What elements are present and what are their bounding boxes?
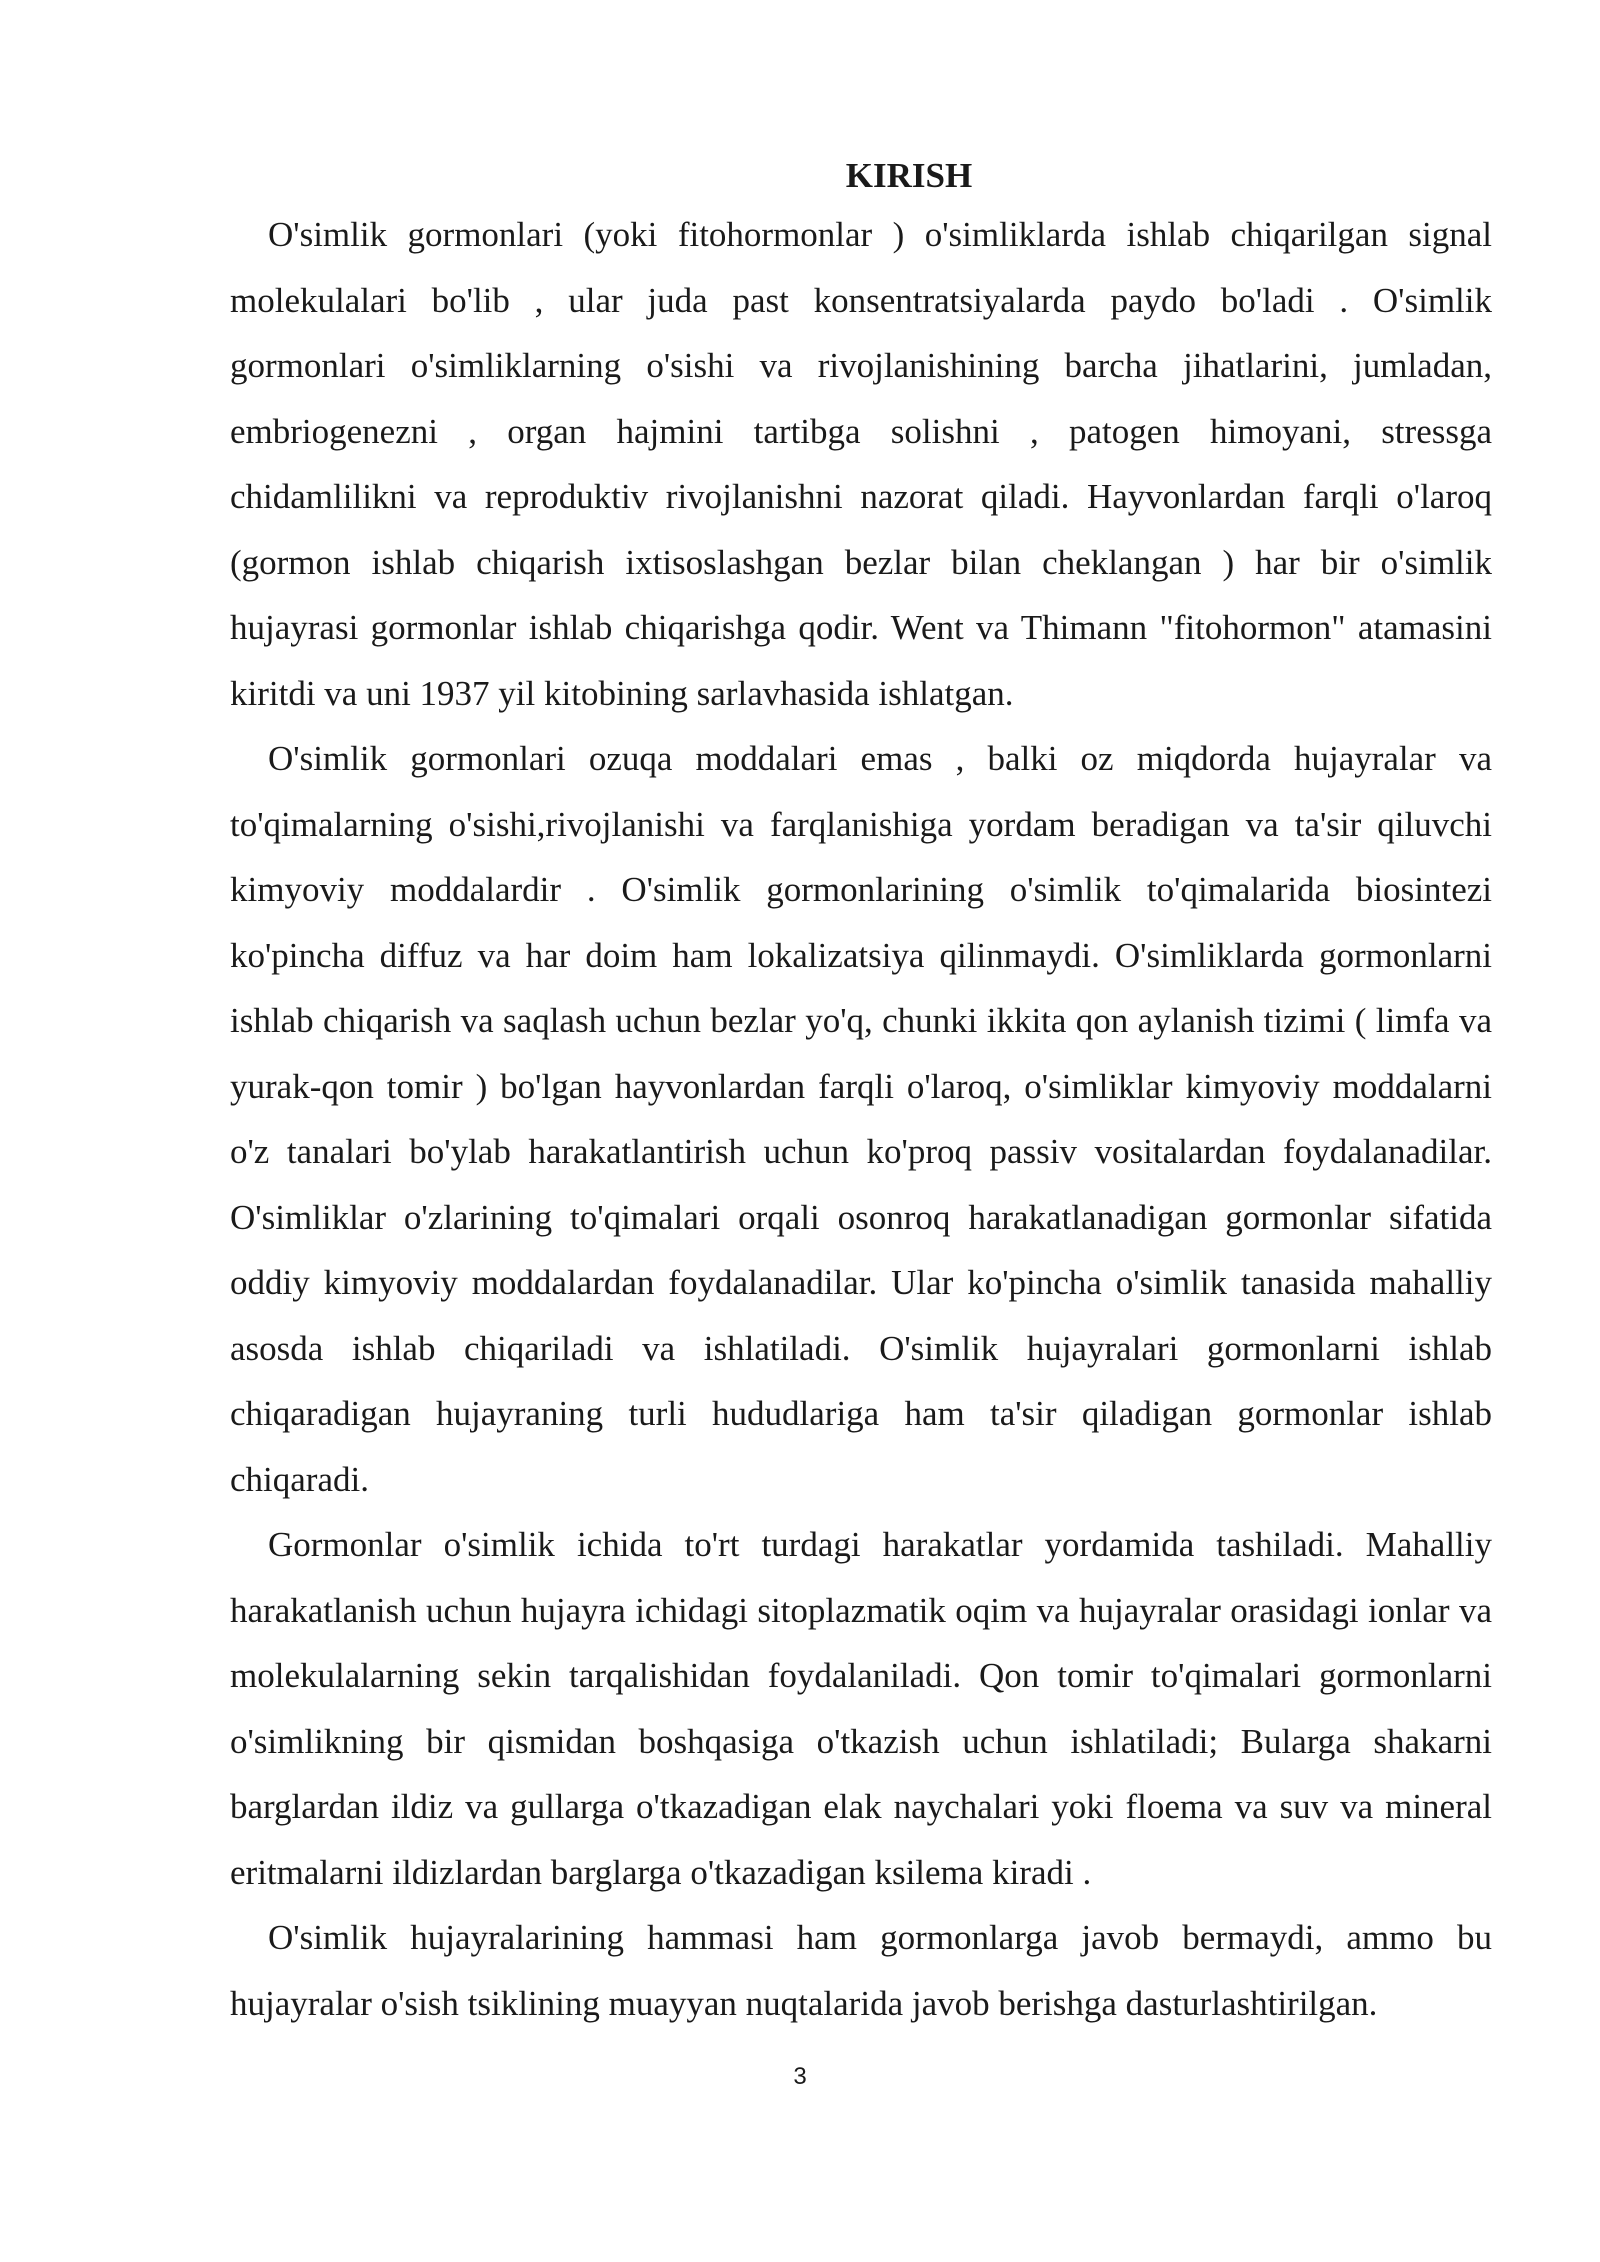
paragraph-4: O'simlik hujayralarining hammasi ham gormonlarga javob bermaydi, ammo bu hujayralar o'sish tsiklining muayyan nuqtalarida javob berishga dasturlashtirilgan. <box>230 1918 1492 2023</box>
section-heading: KIRISH <box>845 156 973 195</box>
page-number: 3 <box>793 2063 807 2090</box>
paragraph-1: O'simlik gormonlari (yoki fitohormonlar ) o'simliklarda ishlab chiqarilgan signal molekulalari bo'lib , ular juda past konsentratsiyalarda paydo bo'ladi . O'simlik gormonlari o'simliklarning o'sishi va rivojlanishining barcha jihatlarini, jumladan, embriogenezni , organ hajmini tartibga solishni , patogen himoyani, stressga chidamlilikni va reproduktiv rivojlanishni nazorat qiladi. Hayvonlardan farqli o'laroq (gormon ishlab chiqarish ixtisoslashgan bezlar bilan cheklangan ) har bir o'simlik hujayrasi gormonlar ishlab chiqarishga qodir. Went va Thimann "fitohormon" atamasini kiritdi va uni 1937 yil kitobining sarlavhasida ishlatgan. <box>230 215 1492 713</box>
paragraph-2: O'simlik gormonlari ozuqa moddalari emas , balki oz miqdorda hujayralar va to'qimalarning o'sishi,rivojlanishi va farqlanishiga yordam beradigan va ta'sir qiluvchi kimyoviy moddalardir . O'simlik gormonlarining o'simlik to'qimalarida biosintezi ko'pincha diffuz va har doim ham lokalizatsiya qilinmaydi. O'simliklarda gormonlarni ishlab chiqarish va saqlash uchun bezlar yo'q, chunki ikkita qon aylanish tizimi ( limfa va yurak-qon tomir ) bo'lgan hayvonlardan farqli o'laroq, o'simliklar kimyoviy moddalarni o'z tanalari bo'ylab harakatlantirish uchun ko'proq passiv vositalardan foydalanadilar. O'simliklar o'zlarining to'qimalari orqali osonroq harakatlanadigan gormonlar sifatida oddiy kimyoviy moddalardan foydalanadilar. Ular ko'pincha o'simlik tanasida mahalliy asosda ishlab chiqariladi va ishlatiladi. O'simlik hujayralari gormonlarni ishlab chiqaradigan hujayraning turli hududlariga ham ta'sir qiladigan gormonlar ishlab chiqaradi. <box>230 739 1492 1499</box>
paragraph-3: Gormonlar o'simlik ichida to'rt turdagi harakatlar yordamida tashiladi. Mahalliy harakatlanish uchun hujayra ichidagi sitoplazmatik oqim va hujayralar orasidagi ionlar va molekulalarning sekin tarqalishidan foydalaniladi. Qon tomir to'qimalari gormonlarni o'simlikning bir qismidan boshqasiga o'tkazish uchun ishlatiladi; Bularga shakarni barglardan ildiz va gullarga o'tkazadigan elak naychalari yoki floema va suv va mineral eritmalarni ildizlardan barglarga o'tkazadigan ksilema kiradi . <box>230 1525 1492 1892</box>
page-content <box>230 150 1492 2036</box>
